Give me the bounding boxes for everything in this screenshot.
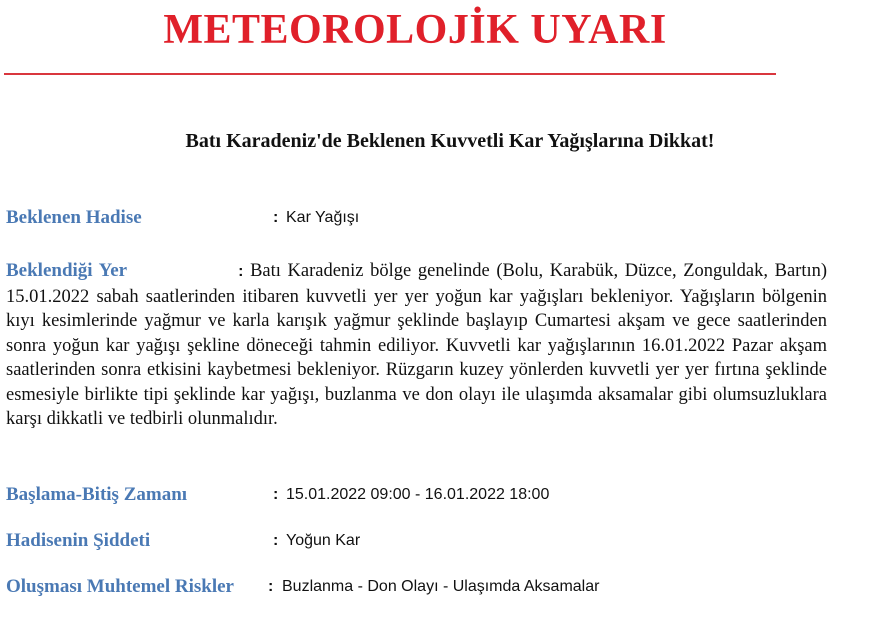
field-value-zaman: 15.01.2022 09:00 - 16.01.2022 18:00 bbox=[286, 486, 550, 503]
field-colon-riskler: : bbox=[268, 578, 274, 595]
field-row-zaman bbox=[6, 484, 828, 512]
field-colon-yer: : bbox=[238, 263, 244, 280]
field-colon-zaman: : bbox=[273, 486, 279, 503]
field-label-zaman: Başlama-Bitiş Zamanı bbox=[6, 484, 188, 505]
field-row-siddet bbox=[6, 530, 828, 558]
field-label-hadise: Beklenen Hadise bbox=[6, 207, 142, 228]
field-colon-siddet: : bbox=[273, 532, 279, 549]
field-label-yer: Beklendiği Yer bbox=[6, 260, 128, 281]
field-row-riskler bbox=[6, 576, 828, 604]
warning-title: METEOROLOJİK UYARI bbox=[163, 7, 667, 53]
title-divider bbox=[4, 73, 776, 75]
field-row-hadise bbox=[6, 207, 828, 235]
warning-headline: Batı Karadeniz'de Beklenen Kuvvetli Kar Yağışlarına Dikkat! bbox=[185, 130, 715, 152]
field-value-yer: Batı Karadeniz bölge genelinde (Bolu, Karabük, Düzce, Zonguldak, Bartın) 15.01.2022 sabah saatlerinden itibaren kuvvetli yer yer yoğun kar yağışları bekleniyor. Yağışların bölgenin kıyı kesimlerinde yağmur ve karla karışık yağmur şeklinde başlayıp Cumartesi akşam ve gece saatlerinden sonra yoğun kar yağışı şekline döneceği tahmin ediliyor. Kuvvetli kar yağışlarının 16.01.2022 Pazar akşam saatlerinden sonra etkisini kaybetmesi bekleniyor. Rüzgarın kuzey yönlerden kuvvetli yer yer fırtına şeklinde esmesiyle birlikte tipi şeklinde kar yağışı, buzlanma ve don olayı ile ulaşımda aksamalar gibi olumsuzluklara karşı dikkatli ve tedbirli olunmalıdır. bbox=[6, 261, 828, 429]
field-label-riskler: Oluşması Muhtemel Riskler bbox=[6, 576, 234, 597]
field-value-siddet: Yoğun Kar bbox=[286, 532, 361, 549]
field-value-riskler: Buzlanma - Don Olayı - Ulaşımda Aksamalar bbox=[282, 578, 600, 595]
field-colon-hadise: : bbox=[273, 209, 279, 226]
field-value-hadise: Kar Yağışı bbox=[286, 209, 360, 226]
field-label-siddet: Hadisenin Şiddeti bbox=[6, 530, 151, 551]
field-row-yer bbox=[6, 259, 827, 432]
